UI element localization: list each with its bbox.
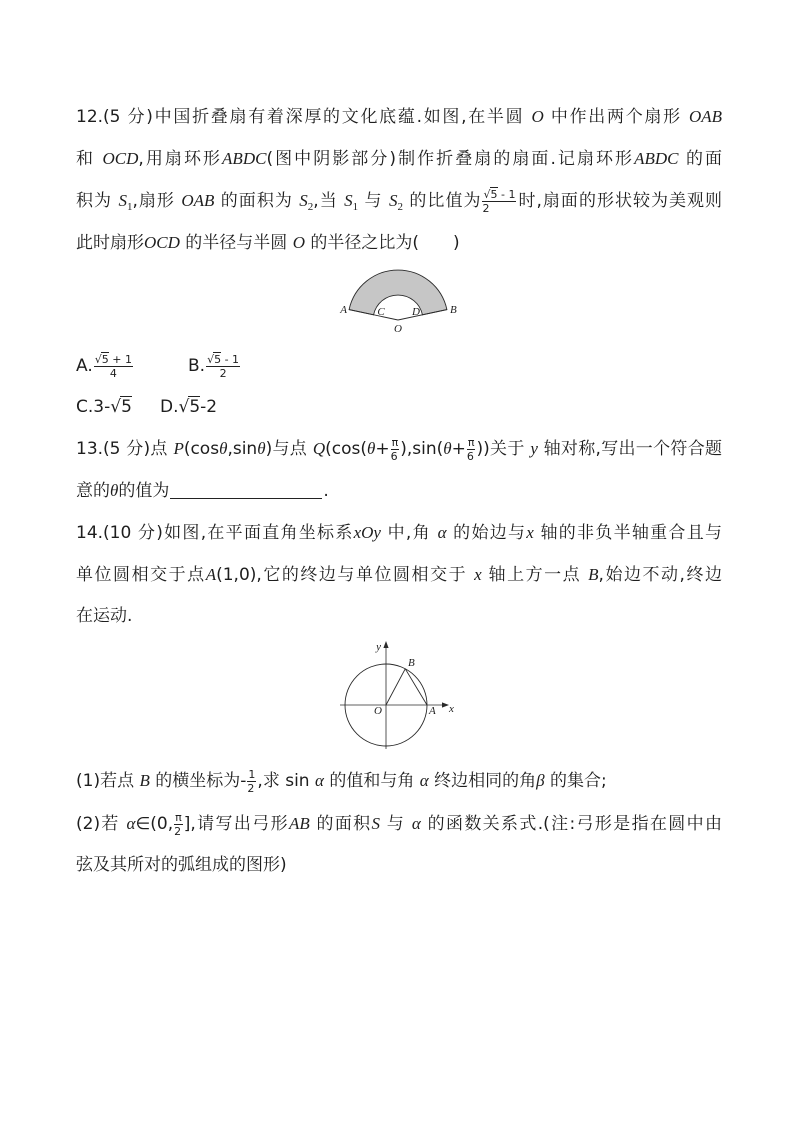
- radicand: 5: [214, 352, 222, 366]
- fraction-numerator: [482, 188, 516, 202]
- text-run: 2: [219, 366, 227, 380]
- text-run: 的面积为: [214, 191, 300, 211]
- label-origin-o: O: [374, 705, 382, 717]
- option-c: [76, 387, 132, 428]
- text-run: 弦及其所对的弧组成的图形): [76, 855, 287, 875]
- fraction-denominator: [94, 367, 133, 380]
- math-variable: OCD: [102, 149, 139, 168]
- unit-circle-figure: [333, 636, 457, 754]
- text-run: 与: [380, 814, 412, 834]
- text-run: )与点: [265, 439, 313, 459]
- text-run: 的半径与半圆: [179, 233, 293, 253]
- text-run: 积为: [76, 191, 119, 211]
- label-point-d: D: [412, 306, 420, 318]
- fraction-denominator: [206, 367, 240, 380]
- label-point-b: B: [450, 304, 457, 316]
- answer-blank: [170, 482, 322, 499]
- math-variable: S: [299, 191, 308, 210]
- label-y-axis: y: [376, 641, 381, 653]
- x-axis-arrow-icon: [442, 702, 449, 707]
- question-14-part-1: [76, 760, 722, 802]
- math-subscript: 2: [307, 201, 314, 213]
- math-variable: θ: [110, 481, 119, 500]
- math-variable: B: [588, 565, 599, 584]
- question-14-part-2: [76, 803, 722, 886]
- label-point-b: B: [408, 657, 415, 669]
- math-variable: α: [315, 771, 324, 790]
- text-line: [76, 180, 722, 222]
- text-run: 1: [248, 767, 256, 781]
- text-run: 意的: [76, 481, 110, 501]
- text-run: 和: [76, 149, 103, 169]
- math-variable: AB: [288, 814, 310, 833]
- math-variable: O: [292, 233, 305, 252]
- fraction: [206, 353, 240, 380]
- folding-fan-figure: [335, 266, 465, 336]
- math-variable: θ: [443, 439, 452, 458]
- chord-ab: [405, 669, 427, 705]
- math-variable: xOy: [353, 523, 381, 542]
- option-b: [188, 346, 241, 387]
- text-run: 4: [109, 366, 117, 380]
- text-run: ))关于: [476, 439, 531, 459]
- radicand: 5: [490, 187, 498, 201]
- text-run: π: [467, 435, 475, 449]
- text-line: [76, 470, 722, 512]
- text-run: 单位圆相交于点: [76, 565, 206, 585]
- fraction-numerator: [391, 436, 400, 450]
- label-point-a: A: [429, 705, 436, 717]
- math-variable: A: [205, 565, 217, 584]
- text-run: +: [375, 439, 390, 459]
- math-variable: ABDC: [634, 149, 679, 168]
- fraction-numerator: [94, 353, 133, 367]
- text-run: (图中阴影部分)制作折叠扇的扇面.记扇环形: [266, 149, 635, 169]
- text-line: [76, 803, 722, 845]
- text-run: - 1: [497, 187, 516, 201]
- text-run: +: [451, 439, 466, 459]
- fraction-numerator: [174, 811, 183, 825]
- segment-ob: [386, 669, 405, 705]
- question-14-stem: [76, 512, 722, 637]
- fraction-denominator: [174, 825, 183, 838]
- text-run: 的面积: [309, 814, 372, 834]
- text-run: 与: [358, 191, 389, 211]
- fraction-numerator: [206, 353, 240, 367]
- text-line: [76, 760, 722, 802]
- text-run: 的半径之比为( ): [305, 233, 460, 253]
- text-run: ,用扇环形: [138, 149, 223, 169]
- fraction-denominator: [482, 202, 516, 215]
- text-line: [76, 96, 722, 138]
- math-variable: θ: [219, 439, 228, 458]
- text-run: 轴的非负半轴重合且与: [533, 523, 722, 543]
- option-a: [76, 346, 134, 387]
- square-root: [95, 353, 109, 366]
- label-x-axis: x: [449, 703, 454, 715]
- text-run: 12.(5 分)中国折叠扇有着深厚的文化底蕴.如图,在半圆: [76, 107, 532, 127]
- radicand: 5: [101, 352, 109, 366]
- math-variable: OAB: [688, 107, 723, 126]
- square-root: [483, 188, 497, 201]
- text-line: [76, 845, 722, 886]
- y-axis-arrow-icon: [383, 641, 388, 648]
- text-run: (2)若: [76, 814, 127, 834]
- math-variable: OAB: [181, 191, 215, 210]
- math-variable: Q: [312, 439, 326, 458]
- fraction-denominator: [391, 450, 400, 463]
- text-run: ),sin(: [400, 439, 444, 459]
- text-run: D.: [160, 397, 179, 417]
- label-point-o: O: [394, 323, 402, 335]
- text-run: - 1: [221, 352, 240, 366]
- text-run: π: [175, 810, 182, 824]
- shaded-annular-sector: [349, 270, 447, 315]
- text-line: [76, 554, 722, 596]
- math-variable: y: [530, 439, 538, 458]
- math-variable: S: [118, 191, 127, 210]
- math-subscript: 2: [397, 201, 403, 213]
- math-variable: θ: [366, 439, 376, 458]
- math-variable: α: [126, 814, 136, 833]
- text-run: 的值为: [118, 481, 170, 501]
- text-run: 的始边与: [446, 523, 527, 543]
- question-12-stem: [76, 96, 722, 264]
- radicand: 5: [189, 397, 201, 417]
- text-run: .: [323, 481, 329, 501]
- radical-sign: √: [483, 187, 491, 201]
- text-run: ,扇形: [132, 191, 182, 211]
- square-root: [110, 397, 132, 417]
- text-line: [76, 138, 722, 180]
- text-run: 的函数关系式.(注:弓形是指在圆中由: [420, 814, 723, 834]
- text-run: (cos: [183, 439, 220, 459]
- math-variable: P: [173, 439, 184, 458]
- math-variable: α: [437, 523, 447, 542]
- text-run: 时,扇面的形状较为美观则: [517, 191, 723, 211]
- text-run: π: [391, 435, 399, 449]
- text-run: 中,角: [380, 523, 438, 543]
- math-variable: x: [526, 523, 534, 542]
- text-run: ∈(0,: [135, 814, 174, 834]
- fraction: [482, 188, 516, 215]
- fraction-denominator: [247, 782, 256, 795]
- square-root: [207, 353, 221, 366]
- text-run: 在运动.: [76, 606, 133, 626]
- math-variable: ABDC: [222, 149, 267, 168]
- text-run: (1)若点: [76, 771, 140, 791]
- fraction: [94, 353, 133, 380]
- text-run: A.: [76, 356, 93, 376]
- text-line: [76, 512, 722, 554]
- math-variable: S: [344, 191, 353, 210]
- fraction: [174, 811, 183, 838]
- text-run: 的集合;: [544, 771, 607, 791]
- math-variable: B: [139, 771, 150, 790]
- text-run: 6: [466, 449, 474, 463]
- text-run: 2: [482, 201, 490, 215]
- text-run: 13.(5 分)点: [76, 439, 174, 459]
- text-run: 终边相同的角: [428, 771, 537, 791]
- text-run: 此时扇形: [76, 233, 144, 253]
- fraction-numerator: [247, 768, 256, 782]
- fraction: [467, 436, 476, 463]
- fraction-numerator: [467, 436, 476, 450]
- text-run: 中作出两个扇形: [543, 107, 689, 127]
- math-variable: S: [389, 191, 398, 210]
- fraction-denominator: [467, 450, 476, 463]
- text-line: [76, 222, 722, 264]
- text-run: 6: [390, 449, 398, 463]
- text-run: ,sin: [227, 439, 258, 459]
- question-13-stem: [76, 428, 722, 512]
- radical-sign: √: [94, 352, 102, 366]
- math-variable: OCD: [144, 233, 180, 252]
- math-variable: O: [531, 107, 544, 126]
- text-run: ],请写出弓形: [183, 814, 289, 834]
- text-run: -2: [200, 397, 218, 417]
- math-variable: α: [419, 771, 429, 790]
- math-subscript: 1: [126, 201, 133, 213]
- radical-sign: √: [207, 352, 215, 366]
- text-run: B.: [188, 356, 206, 376]
- radicand: 5: [121, 397, 132, 417]
- text-run: 14.(10 分)如图,在平面直角坐标系: [76, 523, 354, 543]
- text-run: 的面: [678, 149, 722, 169]
- text-line: [76, 428, 722, 470]
- square-root: [179, 397, 201, 417]
- text-run: 的值和与角: [323, 771, 420, 791]
- text-run: 的比值为: [403, 191, 482, 211]
- text-run: C.3-: [76, 397, 111, 417]
- text-run: + 1: [108, 352, 132, 366]
- text-run: ,求 sin: [257, 771, 315, 791]
- text-run: 轴对称,写出一个符合题: [537, 439, 722, 459]
- text-run: (1,0),它的终边与单位圆相交于: [216, 565, 475, 585]
- math-variable: θ: [257, 439, 266, 458]
- math-variable: x: [474, 565, 482, 584]
- math-variable: α: [411, 814, 421, 833]
- text-run: 的横坐标为-: [149, 771, 247, 791]
- label-point-c: C: [377, 306, 385, 318]
- text-run: ,始边不动,终边: [598, 565, 723, 585]
- text-run: ,当: [313, 191, 345, 211]
- text-line: [76, 596, 722, 637]
- option-d: [160, 387, 217, 428]
- text-run: 轴上方一点: [481, 565, 589, 585]
- math-subscript: 1: [352, 201, 359, 213]
- label-point-a: A: [340, 304, 347, 316]
- text-run: 2: [247, 781, 255, 795]
- text-run: (cos(: [325, 439, 367, 459]
- math-variable: S: [371, 814, 381, 833]
- math-variable: β: [536, 771, 545, 790]
- text-run: 2: [174, 824, 182, 838]
- radical-sign: √: [110, 397, 122, 417]
- radical-sign: √: [178, 397, 190, 417]
- fraction: [391, 436, 400, 463]
- fraction: [247, 768, 256, 795]
